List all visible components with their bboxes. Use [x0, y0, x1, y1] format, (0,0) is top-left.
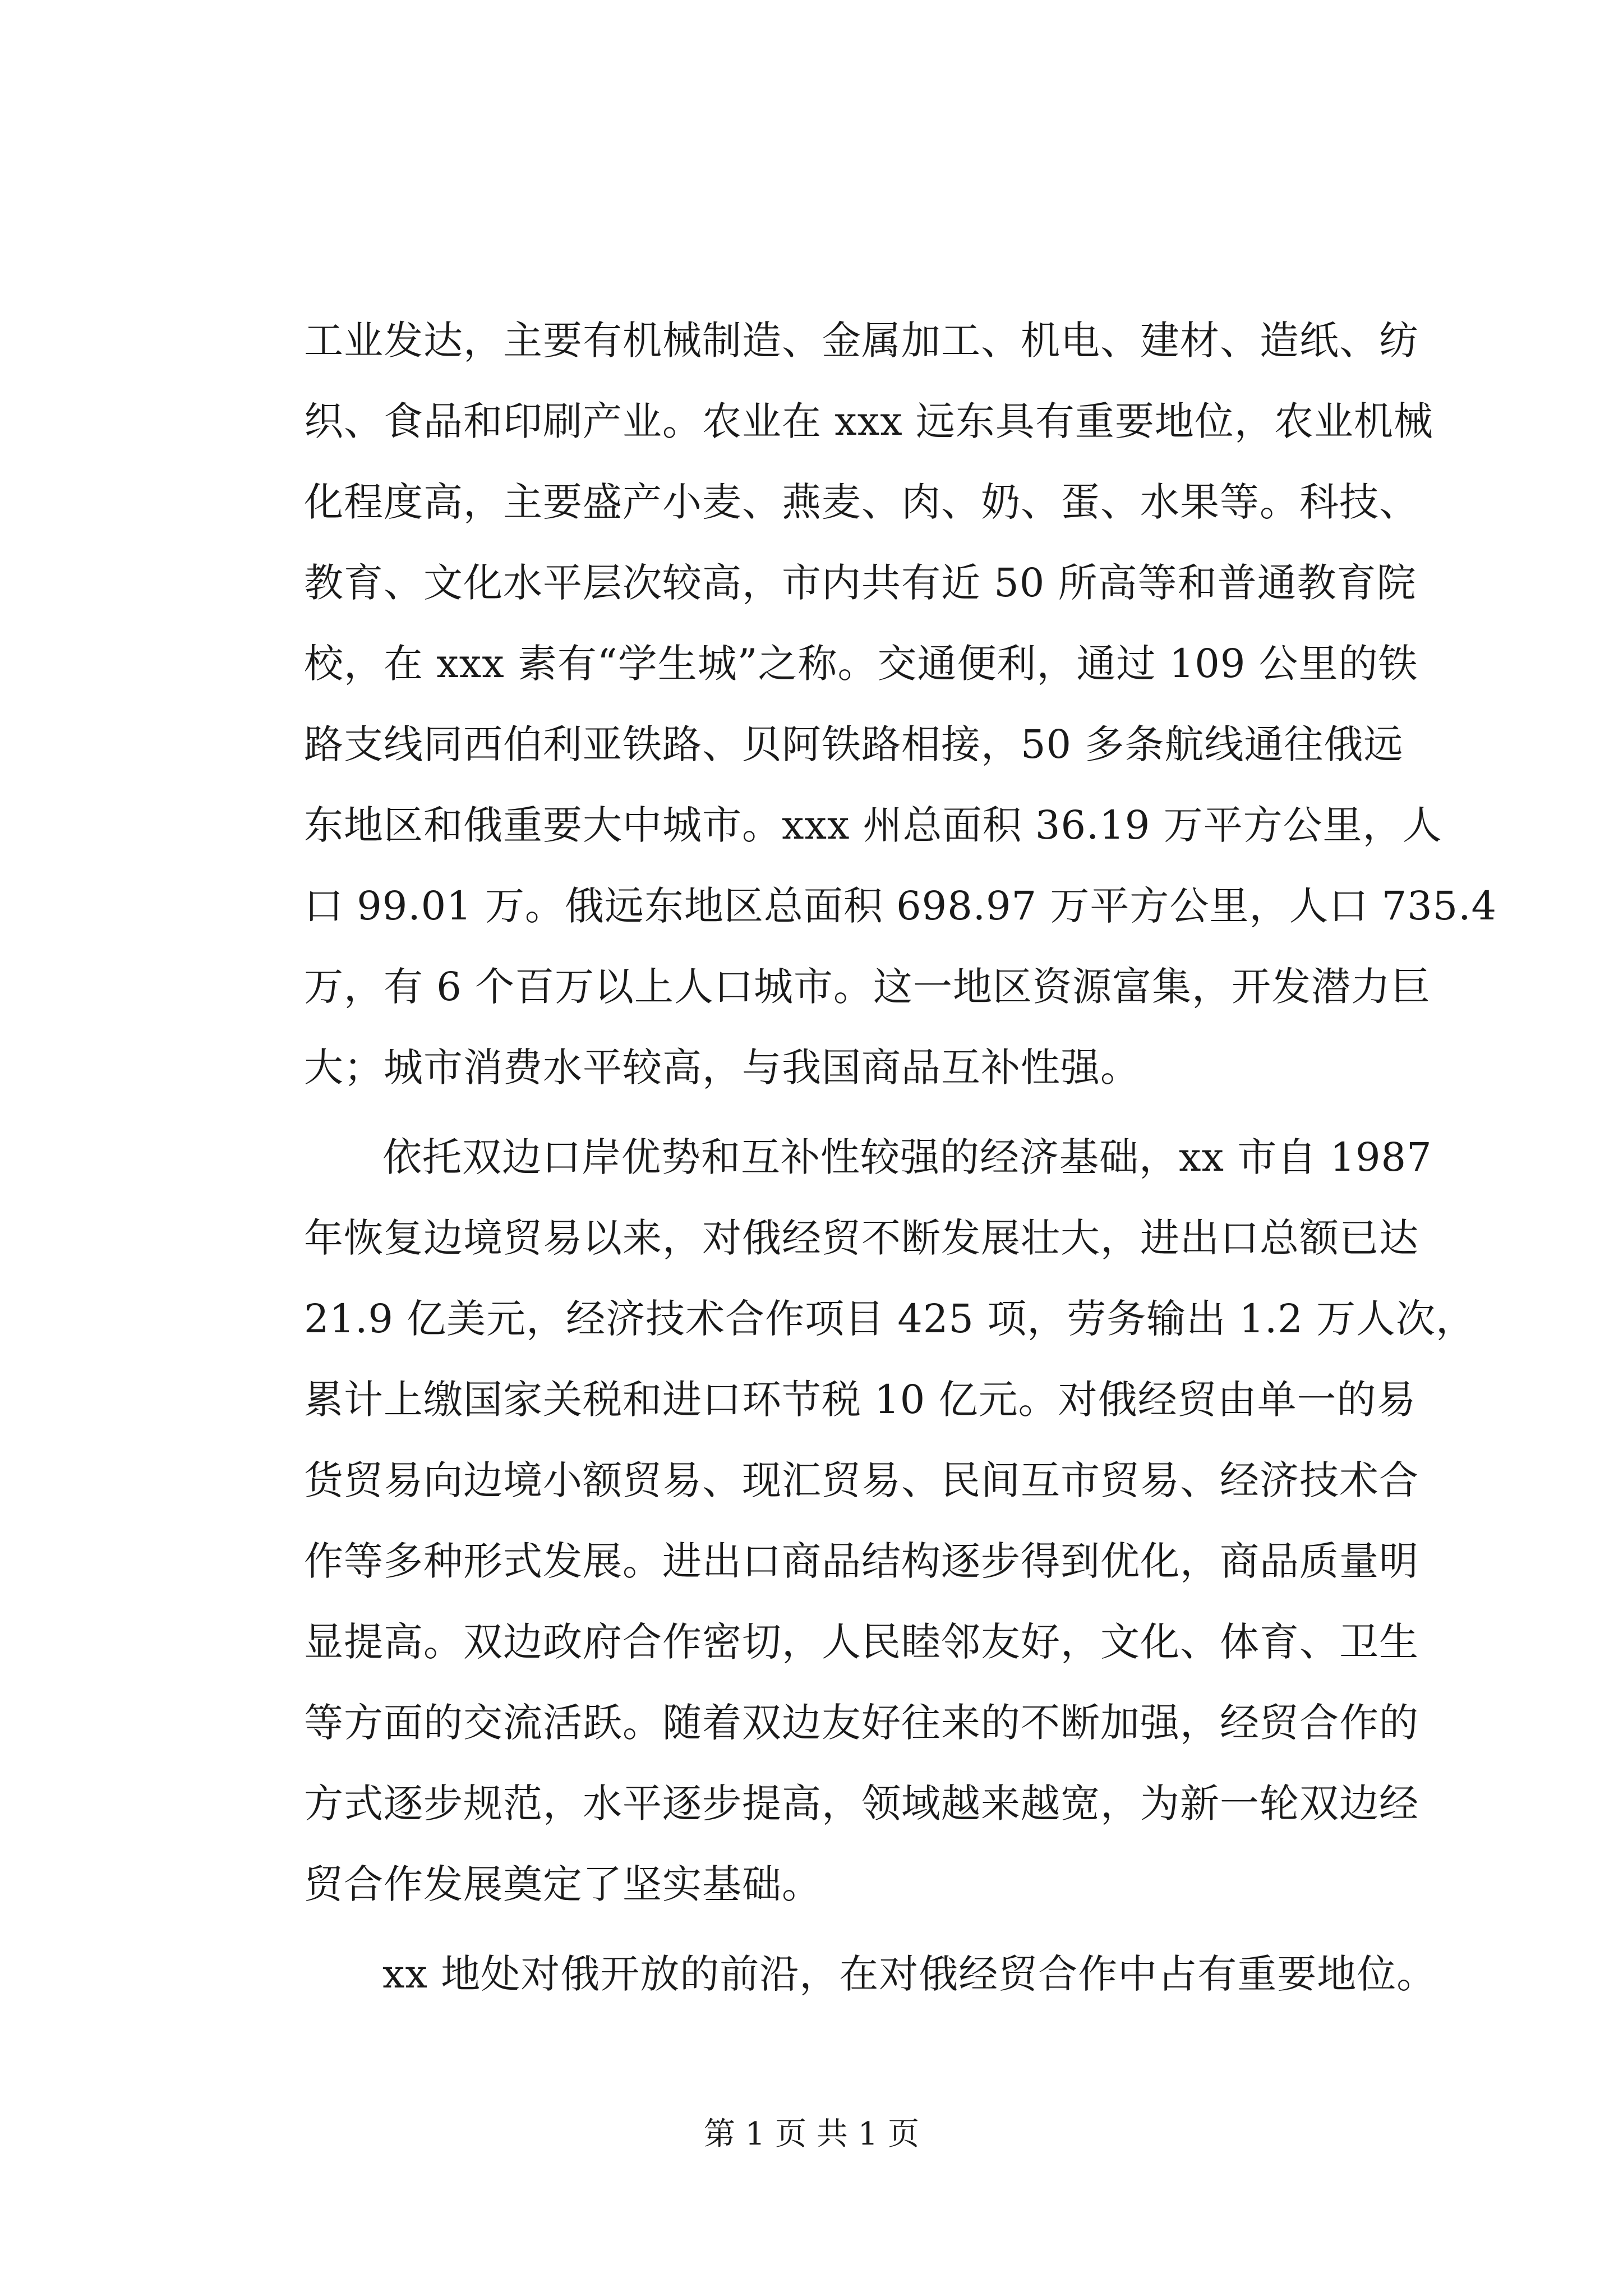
text-line: 贸合作发展奠定了坚实基础。	[304, 1861, 822, 1907]
text-line: 化程度高，主要盛产小麦、燕麦、肉、奶、蛋、水果等。科技、	[304, 479, 1419, 525]
text-line: 作等多种形式发展。进出口商品结构逐步得到优化，商品质量明	[304, 1538, 1419, 1584]
text-line-first: xx 地处对俄开放的前沿，在对俄经贸合作中占有重要地位。	[382, 1951, 1437, 1997]
document-body	[304, 300, 1497, 2014]
text-line: 路支线同西伯利亚铁路、贝阿铁路相接，50 多条航线通往俄远	[304, 721, 1404, 767]
text-line: 年恢复边境贸易以来，对俄经贸不断发展壮大，进出口总额已达	[304, 1215, 1419, 1261]
text-line: 方式逐步规范，水平逐步提高，领域越来越宽，为新一轮双边经	[304, 1780, 1419, 1826]
text-line: 显提高。双边政府合作密切，人民睦邻友好，文化、体育、卫生	[304, 1619, 1419, 1665]
text-line: 织、食品和印刷产业。农业在 xxx 远东具有重要地位，农业机械	[304, 398, 1433, 444]
text-line: 工业发达，主要有机械制造、金属加工、机电、建材、造纸、纺	[304, 318, 1419, 364]
text-line: 货贸易向边境小额贸易、现汇贸易、民间互市贸易、经济技术合	[304, 1457, 1419, 1503]
paragraph-spacer	[304, 1925, 1426, 1934]
text-line: 东地区和俄重要大中城市。xxx 州总面积 36.19 万平方公里，人	[304, 802, 1442, 848]
text-line: 口 99.01 万。俄远东地区总面积 698.97 万平方公里，人口 735.4	[304, 883, 1497, 929]
text-line: 校，在 xxx 素有“学生城”之称。交通便利，通过 109 公里的铁	[304, 641, 1418, 687]
paragraph-1	[304, 300, 1497, 1108]
text-line: 教育、文化水平层次较高，市内共有近 50 所高等和普通教育院	[304, 560, 1417, 606]
text-line: 累计上缴国家关税和进口环节税 10 亿元。对俄经贸由单一的易	[304, 1377, 1417, 1423]
page-footer: 第 1 页 共 1 页	[703, 2116, 920, 2152]
text-line-first: 依托双边口岸优势和互补性较强的经济基础，xx 市自 1987	[382, 1134, 1432, 1180]
paragraph-3	[304, 1934, 1437, 2014]
paragraph-spacer	[304, 1108, 1426, 1117]
text-line: 等方面的交流活跃。随着双边友好往来的不断加强，经贸合作的	[304, 1700, 1419, 1746]
text-line: 21.9 亿美元，经济技术合作项目 425 项，劳务输出 1.2 万人次，	[304, 1296, 1476, 1342]
text-line: 万，有 6 个百万以上人口城市。这一地区资源富集，开发潜力巨	[304, 964, 1431, 1010]
paragraph-2	[304, 1117, 1476, 1925]
text-line: 大；城市消费水平较高，与我国商品互补性强。	[304, 1045, 1140, 1091]
